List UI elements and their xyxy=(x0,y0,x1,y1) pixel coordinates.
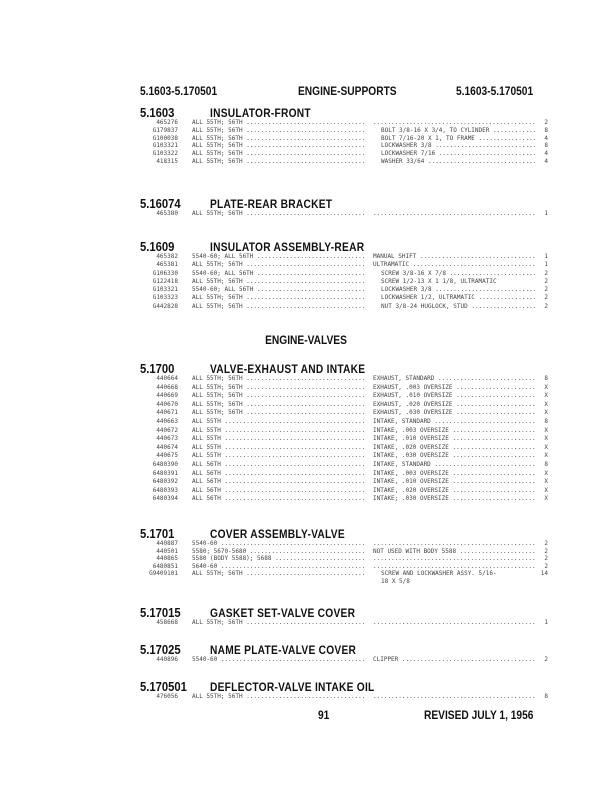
part-row xyxy=(140,135,560,143)
part-number: 465382 xyxy=(156,253,178,260)
section-title: PLATE-REAR BRACKET xyxy=(210,197,333,211)
part-row xyxy=(140,693,560,701)
part-description: SCREW 3/8-16 X 7/8 ..... xyxy=(373,270,535,277)
part-description: INTAKE, .003 OVERSIZE ..... xyxy=(373,427,535,434)
quantity: 2 xyxy=(544,119,548,126)
part-row xyxy=(140,270,560,278)
quantity: X xyxy=(544,495,548,503)
part-number: 465276 xyxy=(156,119,178,126)
part-number: 458668 xyxy=(156,619,178,626)
part-number: 6480392 xyxy=(152,478,178,486)
quantity: X xyxy=(544,452,548,460)
section-title: INSULATOR-FRONT xyxy=(210,106,311,120)
quantity: 8 xyxy=(544,375,548,382)
section-heading xyxy=(140,106,560,119)
part-row xyxy=(140,478,560,487)
part-description: LOCKWASHER 3/8 ..... xyxy=(373,286,535,293)
model-applicability: 5540-60; ALL 56TH ..... xyxy=(192,270,364,277)
part-number: 440501 xyxy=(156,547,178,555)
model-applicability: 5540-60; ALL 56TH ..... xyxy=(192,253,364,260)
model-applicability: ALL 55TH; 56TH ..... xyxy=(192,570,364,577)
section-number: 5.1700 xyxy=(140,362,175,376)
part-description xyxy=(373,555,535,562)
part-row xyxy=(140,119,560,127)
part-description: NUT 3/8-24 HUGLOCK, STUD ..... xyxy=(373,303,535,310)
model-applicability: ALL 55TH; 56TH ..... xyxy=(192,375,364,382)
model-applicability: ALL 55TH; 56TH ..... xyxy=(192,150,364,157)
model-applicability: ALL 55TH; 56TH ..... xyxy=(192,303,364,310)
part-number: 465381 xyxy=(156,261,178,269)
quantity: 1 xyxy=(544,210,548,217)
part-row xyxy=(140,278,560,286)
part-row xyxy=(140,384,560,393)
part-description: BOLT 3/8-16 X 3/4, TO CYLINDER ..... xyxy=(373,127,535,134)
part-row xyxy=(140,127,560,135)
part-number: 465380 xyxy=(156,210,178,217)
parts-section xyxy=(140,606,560,627)
part-description xyxy=(373,619,535,626)
part-row xyxy=(140,435,560,444)
model-applicability: ALL 55TH; 56TH ..... xyxy=(192,392,364,399)
section-heading xyxy=(140,643,560,656)
part-description: CLIPPER ..... xyxy=(373,656,535,663)
model-applicability: ALL 55TH ..... xyxy=(192,444,364,451)
quantity: 2 xyxy=(544,562,548,570)
model-applicability: 5640-60 ..... xyxy=(192,563,364,570)
part-description: MANUAL SHIFT ..... xyxy=(373,253,535,260)
part-row xyxy=(140,142,560,150)
quantity: 1 xyxy=(544,253,548,260)
section-number: 5.1609 xyxy=(140,240,175,254)
part-number: G103321 xyxy=(152,286,178,294)
model-applicability: 5540-60 ..... xyxy=(192,656,364,663)
header-section-range-right: 5.1603-5.170501 xyxy=(456,84,534,98)
part-number: 440663 xyxy=(156,417,178,425)
section-title: DEFLECTOR-VALVE INTAKE OIL xyxy=(210,680,375,694)
model-applicability: ALL 56TH ..... xyxy=(192,470,364,477)
part-description: EXHAUST, .020 OVERSIZE ..... xyxy=(373,401,535,408)
part-row xyxy=(140,452,560,461)
part-row xyxy=(140,158,560,166)
parts-section xyxy=(140,240,560,311)
quantity: 2 xyxy=(544,540,548,547)
model-applicability: ALL 55TH; 56TH ..... xyxy=(192,135,364,142)
model-applicability: ALL 55TH; 56TH ..... xyxy=(192,127,364,134)
part-description: EXHAUST, .003 OVERSIZE ..... xyxy=(373,384,535,391)
quantity: 8 xyxy=(544,142,548,150)
part-description: INTAKE, .010 OVERSIZE ..... xyxy=(373,478,535,485)
part-row xyxy=(140,286,560,294)
quantity: X xyxy=(544,383,548,391)
quantity: 1 xyxy=(544,619,548,626)
part-row xyxy=(140,375,560,384)
section-title: VALVE-EXHAUST AND INTAKE xyxy=(210,362,366,376)
part-number: 6480391 xyxy=(152,469,178,477)
part-number: G103322 xyxy=(152,150,178,158)
quantity: X xyxy=(544,426,548,434)
section-heading xyxy=(140,527,560,540)
part-row xyxy=(140,495,560,504)
quantity: X xyxy=(544,486,548,494)
part-number: 440671 xyxy=(156,409,178,417)
page-number: 91 xyxy=(318,708,330,722)
part-row xyxy=(140,548,560,556)
part-description xyxy=(373,540,535,547)
part-row xyxy=(140,619,560,627)
part-number: 440865 xyxy=(156,555,178,563)
section-number: 5.16074 xyxy=(140,197,181,211)
quantity: 2 xyxy=(544,294,548,302)
part-description xyxy=(373,210,535,217)
model-applicability: ALL 55TH ..... xyxy=(192,452,364,459)
parts-section xyxy=(140,362,560,504)
part-number: 440887 xyxy=(156,540,178,547)
part-description: INTAKE, .003 OVERSIZE ..... xyxy=(373,470,535,477)
part-number: G103321 xyxy=(152,142,178,150)
section-number: 5.1603 xyxy=(140,106,175,120)
model-applicability: 5580 (BODY 5588); 5688 ..... xyxy=(192,555,364,562)
part-number: 6480851 xyxy=(152,562,178,570)
part-number: 440675 xyxy=(156,452,178,460)
part-row xyxy=(140,578,560,586)
section-number: 5.17025 xyxy=(140,643,181,657)
part-row xyxy=(140,253,560,261)
quantity: 2 xyxy=(544,656,548,663)
part-number: 440670 xyxy=(156,400,178,408)
part-description: INTAKE, .010 OVERSIZE ..... xyxy=(373,435,535,442)
quantity: X xyxy=(544,435,548,443)
model-applicability: ALL 55TH; 56TH ..... xyxy=(192,619,364,626)
part-description xyxy=(373,563,535,570)
model-applicability: 5540-60; ALL 56TH ..... xyxy=(192,286,364,293)
quantity: 8 xyxy=(544,417,548,425)
part-number: G122418 xyxy=(152,277,178,285)
quantity: 2 xyxy=(544,277,548,285)
section-heading xyxy=(140,197,560,210)
part-description: LOCKWASHER 1/2, ULTRAMATIC ..... xyxy=(373,294,535,301)
part-number: G106330 xyxy=(152,269,178,277)
part-row xyxy=(140,563,560,571)
category-heading-engine-valves: ENGINE-VALVES xyxy=(265,333,347,347)
part-description: INTAKE, .020 OVERSIZE ..... xyxy=(373,444,535,451)
part-description: INTAKE, .030 OVERSIZE ..... xyxy=(373,452,535,459)
section-title: COVER ASSEMBLY-VALVE xyxy=(210,527,345,541)
part-row xyxy=(140,401,560,410)
part-number: 6480394 xyxy=(152,495,178,503)
model-applicability: ALL 56TH ..... xyxy=(192,495,364,502)
part-description: INTAKE, .020 OVERSIZE ..... xyxy=(373,487,535,494)
section-title: GASKET SET-VALVE COVER xyxy=(210,606,356,620)
part-number: 440669 xyxy=(156,392,178,400)
model-applicability: ALL 56TH ..... xyxy=(192,461,364,468)
quantity: X xyxy=(544,400,548,408)
model-applicability: ALL 55TH; 56TH ..... xyxy=(192,384,364,391)
part-description: NOT USED WITH BODY 5588 ..... xyxy=(373,548,535,555)
part-row xyxy=(140,487,560,496)
part-description: SCREW 1/2-13 X 1 1/8, ULTRAMATIC xyxy=(381,277,497,285)
part-number: 440668 xyxy=(156,383,178,391)
quantity: X xyxy=(544,409,548,417)
model-applicability: ALL 55TH; 56TH ..... xyxy=(192,158,364,165)
part-number: 440673 xyxy=(156,435,178,443)
quantity: 8 xyxy=(544,460,548,468)
model-applicability: ALL 55TH; 56TH ..... xyxy=(192,142,364,149)
part-description xyxy=(373,119,535,126)
section-title: INSULATOR ASSEMBLY-REAR xyxy=(210,240,365,254)
part-number: 6480393 xyxy=(152,486,178,494)
part-description: INTAKE, STANDARD ..... xyxy=(373,418,535,425)
model-applicability: ALL 55TH; 56TH ..... xyxy=(192,409,364,416)
part-row xyxy=(140,656,560,664)
quantity: X xyxy=(544,478,548,486)
part-row xyxy=(140,409,560,418)
parts-section xyxy=(140,680,560,701)
part-number: G442828 xyxy=(152,302,178,310)
part-row xyxy=(140,294,560,302)
parts-section xyxy=(140,527,560,586)
part-number: G100038 xyxy=(152,134,178,142)
parts-section xyxy=(140,197,560,218)
section-heading xyxy=(140,362,560,375)
part-description: ULTRAMATIC ..... xyxy=(373,261,535,268)
section-number: 5.1701 xyxy=(140,527,175,541)
part-row xyxy=(140,150,560,158)
model-applicability: ALL 55TH; 56TH ..... xyxy=(192,261,364,268)
part-description: EXHAUST, .010 OVERSIZE ..... xyxy=(373,392,535,399)
quantity: X xyxy=(544,469,548,477)
model-applicability: ALL 55TH ..... xyxy=(192,435,364,442)
quantity: 4 xyxy=(544,134,548,142)
section-number: 5.17015 xyxy=(140,606,181,620)
part-description: WASHER 33/64 ..... xyxy=(373,158,535,165)
part-description: EXHAUST, .030 OVERSIZE ..... xyxy=(373,409,535,416)
header-section-range-left: 5.1603-5.170501 xyxy=(140,84,218,98)
part-row xyxy=(140,210,560,218)
model-applicability: ALL 55TH; 56TH ..... xyxy=(192,210,364,217)
model-applicability: ALL 55TH; 56TH ..... xyxy=(192,278,364,285)
model-applicability: ALL 56TH ..... xyxy=(192,478,364,485)
quantity: 14 xyxy=(540,570,548,578)
part-number: 440896 xyxy=(156,656,178,663)
part-number: 440672 xyxy=(156,426,178,434)
quantity: 4 xyxy=(544,157,548,165)
quantity: 4 xyxy=(544,150,548,158)
model-applicability: ALL 56TH ..... xyxy=(192,487,364,494)
model-applicability: ALL 55TH; 56TH ..... xyxy=(192,294,364,301)
part-description: EXHAUST, STANDARD ..... xyxy=(373,375,535,382)
quantity: 2 xyxy=(544,286,548,294)
part-number: 440664 xyxy=(156,375,178,382)
section-title: NAME PLATE-VALVE COVER xyxy=(210,643,357,657)
part-number: G103323 xyxy=(152,294,178,302)
model-applicability: ALL 55TH ..... xyxy=(192,418,364,425)
part-row xyxy=(140,470,560,479)
section-heading xyxy=(140,606,560,619)
model-applicability: ALL 55TH; 56TH ..... xyxy=(192,693,364,700)
part-row xyxy=(140,570,560,578)
quantity: 8 xyxy=(544,126,548,134)
part-description: LOCKWASHER 3/8 ..... xyxy=(373,142,535,149)
part-number: G9409101 xyxy=(149,570,178,578)
part-row xyxy=(140,418,560,427)
part-row xyxy=(140,461,560,470)
part-number: 476056 xyxy=(156,693,178,700)
part-row xyxy=(140,392,560,401)
header-category: ENGINE-SUPPORTS xyxy=(298,84,397,98)
part-row xyxy=(140,555,560,563)
part-number: 6480390 xyxy=(152,460,178,468)
part-description: LOCKWASHER 7/16 ..... xyxy=(373,150,535,157)
quantity: 2 xyxy=(544,302,548,310)
quantity: X xyxy=(544,392,548,400)
quantity: 8 xyxy=(544,693,548,700)
part-description: INTAKE; .030 OVERSIZE ..... xyxy=(373,495,535,502)
quantity: 2 xyxy=(544,547,548,555)
parts-section xyxy=(140,106,560,166)
part-number: G179837 xyxy=(152,126,178,134)
quantity: 2 xyxy=(544,269,548,277)
model-applicability: ALL 55TH; 56TH ..... xyxy=(192,401,364,408)
quantity: 1 xyxy=(544,261,548,269)
part-number: 418315 xyxy=(156,157,178,165)
part-description: BOLT 7/16-20 X 1, TO FRAME ..... xyxy=(373,135,535,142)
revision-date: REVISED JULY 1, 1956 xyxy=(424,708,534,722)
quantity: 2 xyxy=(544,555,548,563)
section-heading xyxy=(140,680,560,693)
model-applicability: 5580; 5670-5680 ..... xyxy=(192,548,364,555)
part-row xyxy=(140,444,560,453)
part-row xyxy=(140,427,560,436)
model-applicability: ALL 55TH; 56TH ..... xyxy=(192,119,364,126)
model-applicability: ALL 55TH ..... xyxy=(192,427,364,434)
parts-section xyxy=(140,643,560,664)
part-description: SCREW AND LOCKWASHER ASSY. 5/16- xyxy=(381,570,497,578)
section-number: 5.170501 xyxy=(140,680,187,694)
part-description: 18 X 5/8 xyxy=(381,577,410,585)
part-row xyxy=(140,303,560,311)
model-applicability: 5540-60 ..... xyxy=(192,540,364,547)
quantity: X xyxy=(544,443,548,451)
part-description: INTAKE, STANDARD ..... xyxy=(373,461,535,468)
part-number: 440674 xyxy=(156,443,178,451)
part-description xyxy=(373,693,535,700)
part-row xyxy=(140,540,560,548)
part-row xyxy=(140,261,560,269)
section-heading xyxy=(140,240,560,253)
